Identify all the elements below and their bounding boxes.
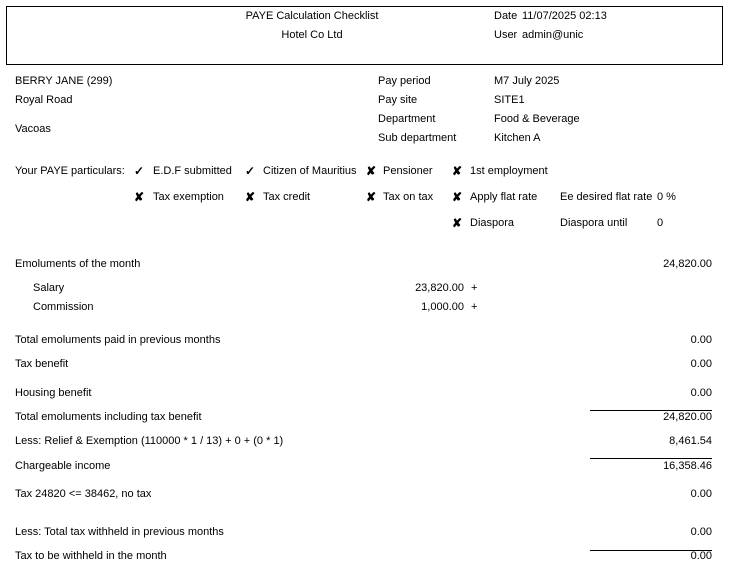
commission-amount: 1,000.00 (421, 301, 464, 313)
calc-row-value: 0.00 (690, 387, 712, 399)
salary-label: Salary (33, 282, 65, 294)
calc-row-label: Total emoluments paid in previous months (15, 334, 221, 346)
chargeable-rule (590, 458, 712, 459)
particular-label: Tax on tax (383, 191, 434, 203)
department-value: Food & Beverage (494, 113, 580, 125)
calc-row-value: 0.00 (690, 334, 712, 346)
sub-department-label: Sub department (378, 132, 457, 144)
employee-name: BERRY JANE (299) (15, 75, 113, 87)
salary-sign: + (471, 282, 478, 294)
calc-row-label: Tax benefit (15, 358, 69, 370)
calc-row-value: 24,820.00 (663, 411, 712, 423)
particular-label: Citizen of Mauritius (263, 165, 357, 177)
commission-sign: + (471, 301, 478, 313)
particular-label: E.D.F submitted (153, 165, 232, 177)
calc-row-value: 0.00 (690, 358, 712, 370)
flat-rate-label: Ee desired flat rate (560, 191, 653, 203)
calc-row-value: 8,461.54 (669, 435, 712, 447)
date-value: 11/07/2025 02:13 (522, 10, 607, 22)
cross-icon: ✘ (452, 216, 463, 230)
particulars-label: Your PAYE particulars: (15, 165, 125, 177)
calc-row-label: Less: Total tax withheld in previous months (15, 526, 224, 538)
calc-row-value: 0.00 (690, 488, 712, 500)
pay-period-label: Pay period (378, 75, 431, 87)
calc-row-value: 16,358.46 (663, 460, 712, 472)
emoluments-label: Emoluments of the month (15, 258, 141, 270)
calc-row-label: Chargeable income (15, 460, 111, 472)
particular-label: Diaspora (470, 217, 515, 229)
calc-row-label: Total emoluments including tax benefit (15, 411, 202, 423)
pay-site-label: Pay site (378, 94, 418, 106)
salary-amount: 23,820.00 (415, 282, 464, 294)
sub-department-value: Kitchen A (494, 132, 541, 144)
flat-rate-value: 0 % (657, 191, 676, 203)
particular-label: Apply flat rate (470, 191, 538, 203)
date-label: Date (494, 10, 518, 22)
pay-site-value: SITE1 (494, 94, 525, 106)
calc-row-label: Housing benefit (15, 387, 92, 399)
user-label: User (494, 29, 518, 41)
cross-icon: ✘ (452, 164, 463, 178)
calc-row-label: Tax 24820 <= 38462, no tax (15, 488, 152, 500)
cross-icon: ✘ (366, 164, 377, 178)
employee-address-2: Vacoas (15, 123, 51, 135)
final-rule (590, 550, 712, 551)
cross-icon: ✘ (134, 190, 145, 204)
diaspora-until-value: 0 (657, 217, 664, 229)
emoluments-total: 24,820.00 (663, 258, 712, 270)
subtotal-rule (590, 410, 712, 411)
particular-label: Pensioner (383, 165, 433, 177)
pay-period-value: M7 July 2025 (494, 75, 560, 87)
cross-icon: ✘ (452, 190, 463, 204)
particular-label: Tax credit (263, 191, 311, 203)
calc-row-value: 0.00 (690, 550, 712, 562)
cross-icon: ✘ (366, 190, 377, 204)
company-name: Hotel Co Ltd (281, 29, 343, 41)
calc-row-value: 0.00 (690, 526, 712, 538)
report-title: PAYE Calculation Checklist (245, 10, 379, 22)
user-value: admin@unic (522, 29, 584, 41)
particular-label: Tax exemption (153, 191, 224, 203)
commission-label: Commission (33, 301, 94, 313)
checkmark-icon: ✓ (245, 164, 256, 178)
checkmark-icon: ✓ (134, 164, 145, 178)
diaspora-until-label: Diaspora until (560, 217, 628, 229)
employee-address-1: Royal Road (15, 94, 73, 106)
cross-icon: ✘ (245, 190, 256, 204)
particular-label: 1st employment (470, 165, 548, 177)
calc-row-label: Less: Relief & Exemption (110000 * 1 / 13) + 0 + (0 * 1) (15, 435, 284, 447)
department-label: Department (378, 113, 436, 125)
calc-row-label: Tax to be withheld in the month (15, 550, 167, 562)
